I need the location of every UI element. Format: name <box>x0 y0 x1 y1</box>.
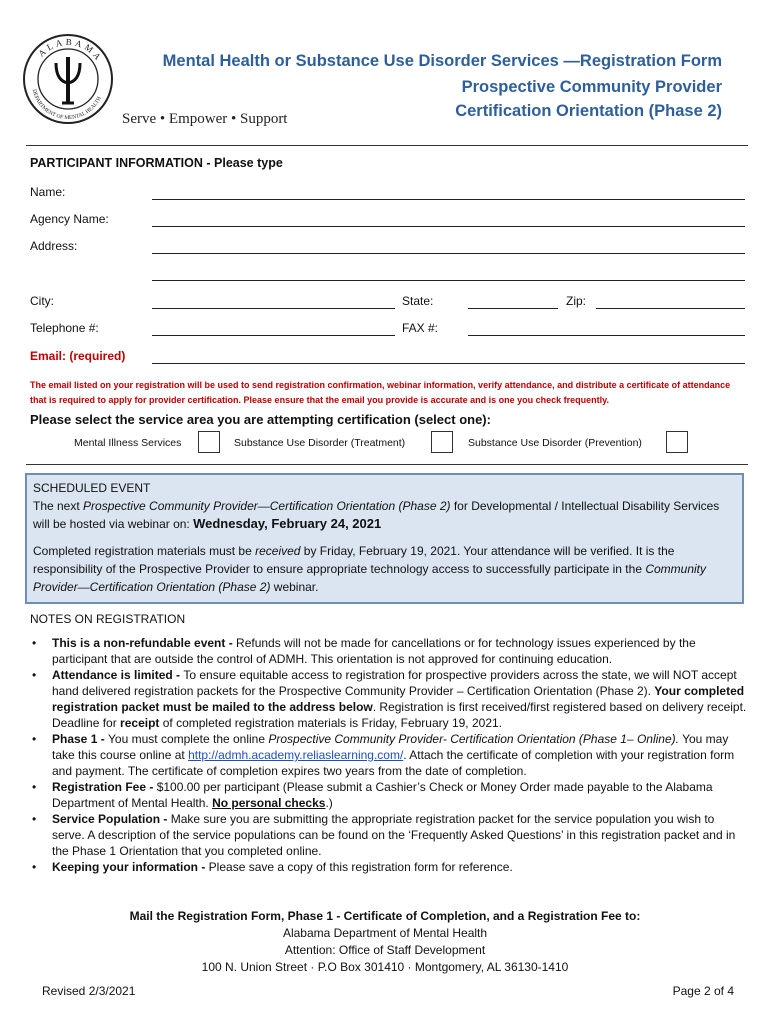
email-field[interactable] <box>152 363 745 364</box>
agency-name-field[interactable] <box>152 226 745 227</box>
notes-list <box>26 635 748 875</box>
state-label: State: <box>402 294 434 308</box>
option-sud-treatment-label: Substance Use Disorder (Treatment) <box>234 437 406 449</box>
section-divider <box>26 464 748 465</box>
option-sud-prevention-label: Substance Use Disorder (Prevention) <box>468 437 642 449</box>
mail-heading: Mail the Registration Form, Phase 1 - Certificate of Completion, and a Registration Fee to: <box>129 909 641 923</box>
tagline: Serve • Empower • Support <box>122 111 288 127</box>
state-field[interactable] <box>468 308 558 309</box>
scheduled-event-box <box>25 473 744 604</box>
note-service-population: • Service Population - Make sure you are submitting the appropriate registration packet for the service population you wish to serve. A description of the service populations can be found on the ‘Frequently Asked Questions’ in this registration packet and in the Phase 1 Orientation that you completed online. <box>32 812 736 858</box>
seal-text-top: ALABAMA <box>36 36 105 64</box>
service-area-heading: Please select the service area you are attempting certification (select one): <box>30 412 491 427</box>
page-subtitle-2: Certification Orientation (Phase 2) <box>455 102 722 120</box>
checkbox-sud-treatment[interactable] <box>431 431 453 453</box>
notes-heading: NOTES ON REGISTRATION <box>30 612 186 626</box>
page-number: Page 2 of 4 <box>672 984 734 998</box>
city-label: City: <box>30 294 54 308</box>
webinar-date: Wednesday, February 24, 2021 <box>193 516 382 531</box>
fax-field[interactable] <box>468 335 745 336</box>
adm-seal-logo <box>22 33 114 125</box>
name-label: Name: <box>30 185 66 199</box>
scheduled-paragraph-1: The next Prospective Community Provider—Certification Orientation (Phase 2) for Developmental / Intellectual Disability Services will be hosted via webinar on: Wednesday, February 24, 2021 <box>33 499 720 531</box>
header-divider <box>26 145 748 146</box>
name-field[interactable] <box>152 199 745 200</box>
agency-label: Agency Name: <box>30 212 109 226</box>
option-mental-illness-label: Mental Illness Services <box>74 437 182 449</box>
email-note: The email listed on your registration will be used to send registration confirmation, webinar information, verify attendance, and distribute a certificate of attendance that is required to apply for provider certification. Please ensure that the email you provide is accurate and is one you check frequently. <box>30 380 731 405</box>
checkbox-sud-prevention[interactable] <box>666 431 688 453</box>
checkbox-mental-illness[interactable] <box>198 431 220 453</box>
revised-date: Revised 2/3/2021 <box>42 984 136 998</box>
scheduled-paragraph-2: Completed registration materials must be received by Friday, February 19, 2021. Your attendance will be verified. It is the responsibility of the Prospective Provider to ensure appropriate technology access to successfully participate in the Community Provider—Certification Orientation (Phase 2) webinar. <box>33 544 707 594</box>
address-field-line1[interactable] <box>152 253 745 254</box>
telephone-field[interactable] <box>152 335 395 336</box>
zip-label: Zip: <box>566 294 587 308</box>
participant-heading: PARTICIPANT INFORMATION - Please type <box>30 156 283 170</box>
seal-text-bottom: DEPARTMENT OF MENTAL HEALTH <box>30 88 103 122</box>
note-phase-1: • Phase 1 - You must complete the online Prospective Community Provider- Certification Orientation (Phase 1– Online). You may take this course online at http://admh.academy.reliaslearning.com/. Attach the certificate of completion with your registration form and payment. The certificate of completion expires two years from the date of completion. <box>32 732 735 778</box>
note-keep-information: • Keeping your information - Please save a copy of this registration form for reference. <box>32 860 513 874</box>
zip-field[interactable] <box>596 308 745 309</box>
note-non-refundable: • This is a non-refundable event - Refunds will not be made for cancellations or for technology issues experienced by the participant that are outside the control of ADMH. This orientation is not approved for continuing education. <box>32 636 696 666</box>
telephone-label: Telephone #: <box>30 321 99 335</box>
city-field[interactable] <box>152 308 395 309</box>
mail-address-line2: Attention: Office of Staff Development <box>284 943 486 957</box>
email-label: Email: (required) <box>30 349 126 363</box>
note-attendance-limited: • Attendance is limited - To ensure equitable access to registration for prospective providers across the state, we will NOT accept hand delivered registration packets for the Prospective Community Provider – Certification Orientation (Phase 2). Your completed registration packet must be mailed to the address below. Registration is first received/first registered based on delivery receipt. Deadline for receipt of completed registration materials is Friday, February 19, 2021. <box>32 668 747 730</box>
page-title: Mental Health or Substance Use Disorder Services —Registration Form <box>162 52 722 70</box>
fax-label: FAX #: <box>402 321 439 335</box>
mail-address-line1: Alabama Department of Mental Health <box>282 926 488 940</box>
address-label: Address: <box>30 239 78 253</box>
scheduled-heading: SCHEDULED EVENT <box>33 481 151 495</box>
mail-address-line3: 100 N. Union Street · P.O Box 301410 · Montgomery, AL 36130-1410 <box>201 960 569 974</box>
page-subtitle: Prospective Community Provider <box>461 78 722 96</box>
relias-course-link[interactable]: http://admh.academy.reliaslearning.com/ <box>188 748 404 762</box>
address-field-line2[interactable] <box>152 280 745 281</box>
note-registration-fee: • Registration Fee - $100.00 per participant (Please submit a Cashier’s Check or Money Order made payable to the Alabama Department of Mental Health. No personal checks.) <box>32 780 713 810</box>
